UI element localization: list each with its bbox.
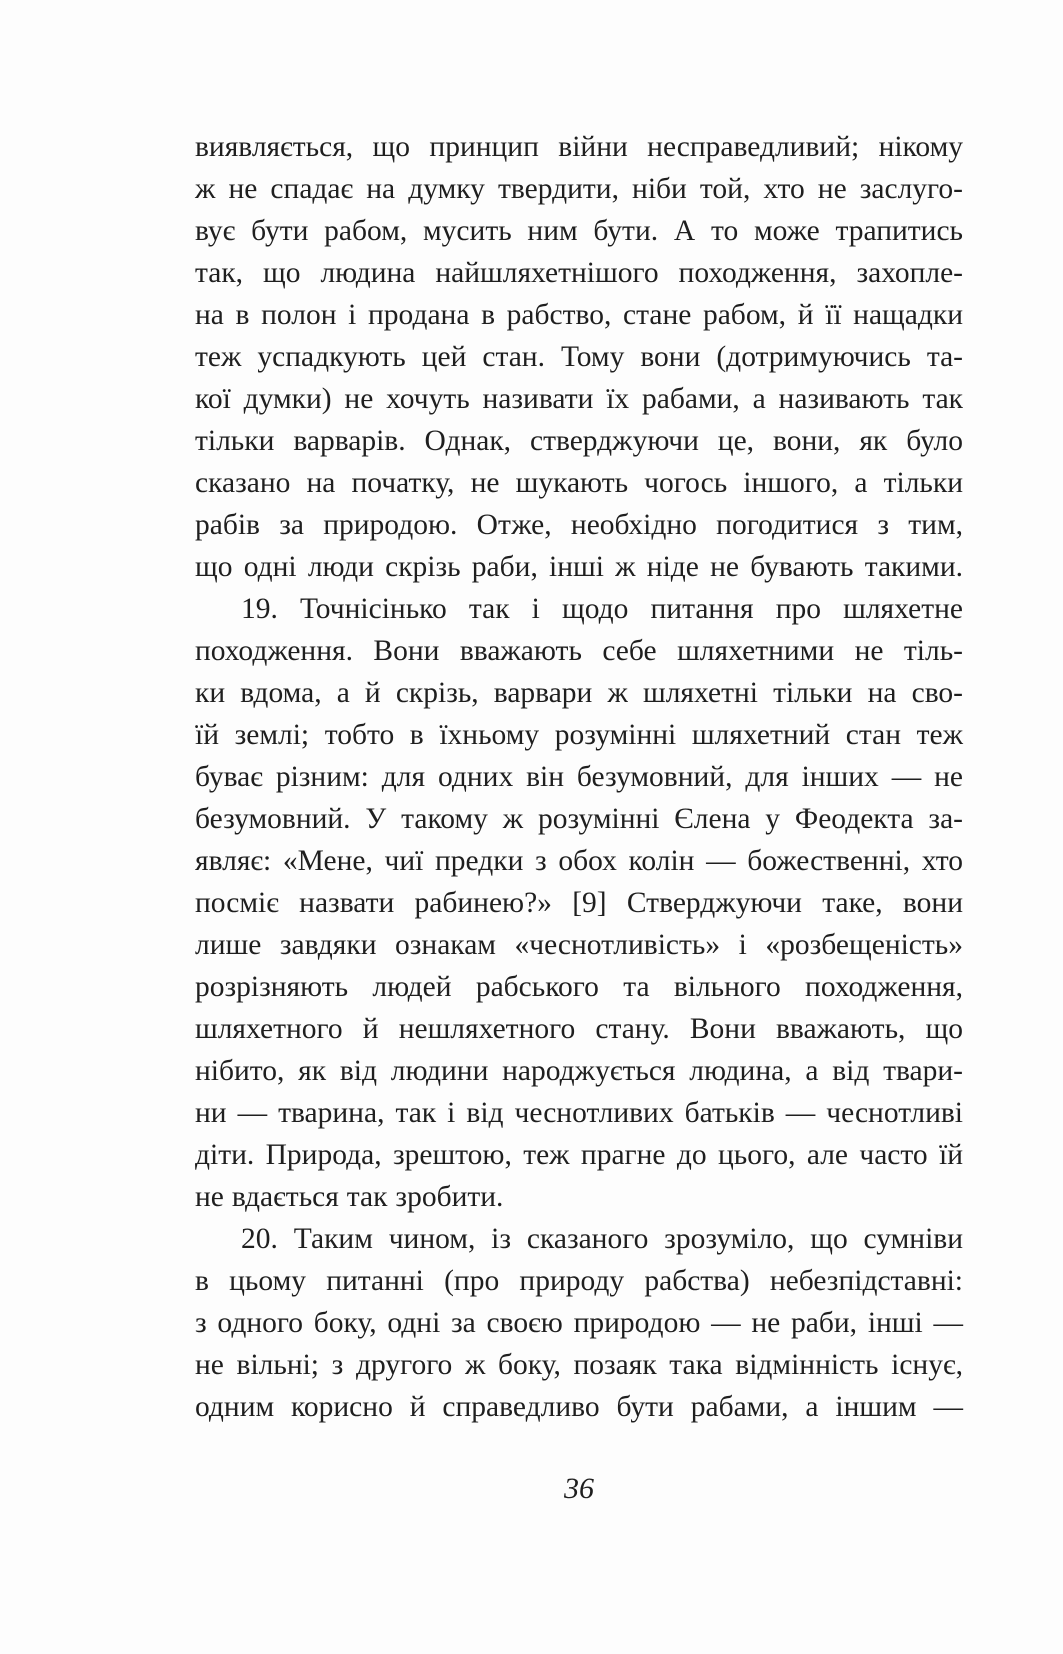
text-line: сказано на початку, не шукають чогось іншого, а тільки <box>195 467 963 499</box>
text-line: що одні люди скрізь раби, інші ж ніде не бувають такими. <box>195 551 963 583</box>
text-line: рабів за природою. Отже, необхідно погодитися з тим, <box>195 509 963 541</box>
text-line: нібито, як від людини народжується людина, а від твари- <box>195 1055 963 1087</box>
paragraph <box>195 1218 963 1428</box>
text-line: діти. Природа, зрештою, теж прагне до цього, але часто їй <box>195 1139 963 1171</box>
text-line: тільки варварів. Однак, стверджуючи це, вони, як було <box>195 425 963 457</box>
text-line: виявляється, що принцип війни несправедливий; нікому <box>195 131 963 163</box>
text-line: не вдається так зробити. <box>195 1181 504 1213</box>
text-line: ни — тварина, так і від чеснотливих батьків — чеснотливі <box>195 1097 963 1129</box>
text-line: походження. Вони вважають себе шляхетними не тіль- <box>195 635 963 667</box>
text-line: ки вдома, а й скрізь, варвари ж шляхетні тільки на сво- <box>195 677 963 709</box>
text-line: шляхетного й нешляхетного стану. Вони вважають, що <box>195 1013 963 1045</box>
paragraph <box>195 588 963 1218</box>
text-line: лише завдяки ознакам «чеснотливість» і «розбещеність» <box>195 929 963 961</box>
text-line: посміє назвати рабинею?» [9] Стверджуючи таке, вони <box>195 887 963 919</box>
text-line: теж успадкують цей стан. Тому вони (дотримуючись та- <box>195 341 963 373</box>
page-number: 36 <box>564 1472 594 1505</box>
text-line: являє: «Мене, чиї предки з обох колін — божественні, хто <box>195 845 963 877</box>
text-line: на в полон і продана в рабство, стане рабом, й її нащадки <box>195 299 963 331</box>
text-line: так, що людина найшляхетнішого походження, захопле- <box>195 257 963 289</box>
text-line: буває різним: для одних він безумовний, для інших — не <box>195 761 963 793</box>
text-line: не вільні; з другого ж боку, позаяк така відмінність існує, <box>195 1349 963 1381</box>
text-line: кої думки) не хочуть називати їх рабами, а називають так <box>195 383 963 415</box>
paragraph <box>195 126 963 588</box>
text-line: в цьому питанні (про природу рабства) небезпідставні: <box>195 1265 963 1297</box>
text-line: їй землі; тобто в їхньому розумінні шляхетний стан теж <box>195 719 963 751</box>
text-line: ж не спадає на думку твердити, ніби той, хто не заслуго- <box>195 173 963 205</box>
text-line: одним корисно й справедливо бути рабами, а іншим — <box>195 1391 963 1423</box>
text-line: розрізняють людей рабського та вільного походження, <box>195 971 963 1003</box>
text-line: 20. Таким чином, із сказаного зрозуміло, що сумніви <box>241 1223 963 1255</box>
text-line: безумовний. У такому ж розумінні Єлена у Феодекта за- <box>195 803 963 835</box>
text-line: вує бути рабом, мусить ним бути. А то може трапитись <box>195 215 963 247</box>
text-line: 19. Точнісінько так і щодо питання про шляхетне <box>241 593 963 625</box>
text-block <box>195 126 963 1428</box>
text-line: з одного боку, одні за своєю природою — не раби, інші — <box>195 1307 963 1339</box>
